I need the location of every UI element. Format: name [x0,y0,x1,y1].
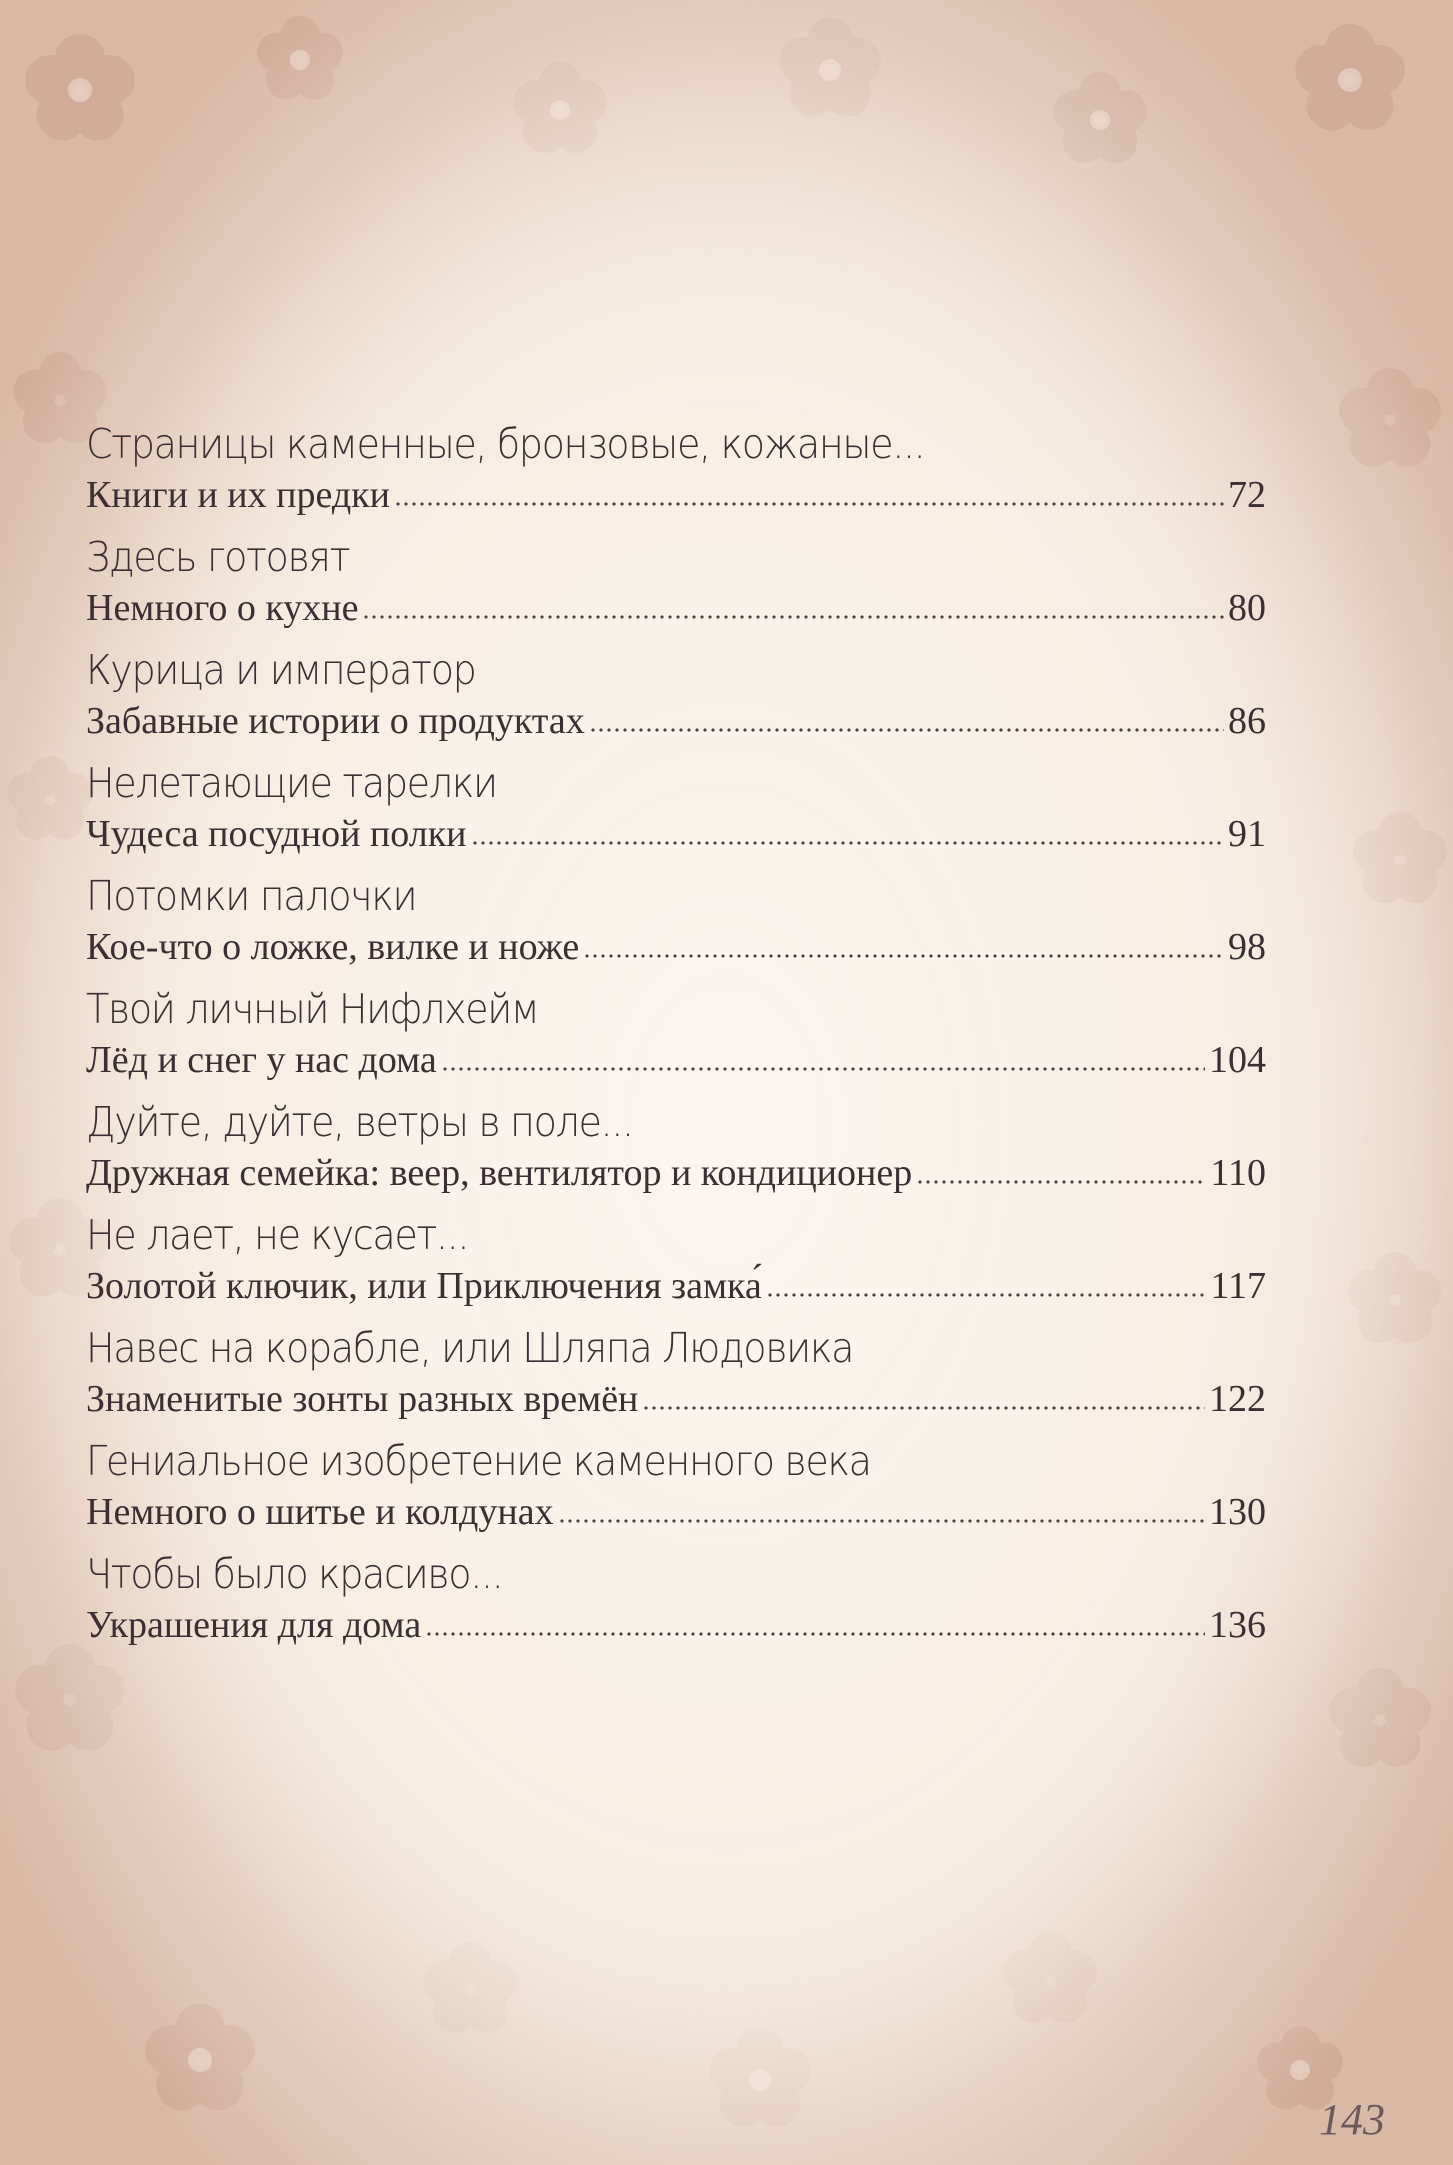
toc-line [86,1374,1266,1424]
toc-entry[interactable] [86,418,1266,531]
toc-subtitle: Забавные истории о продуктах [86,700,585,742]
toc-line [86,583,1266,633]
toc-heading: Твой личный Нифлхейм [86,985,539,1033]
toc-page-number: 130 [1209,1491,1266,1533]
dot-leader [425,1630,1205,1638]
toc-heading: Здесь готовят [86,533,350,581]
toc-subtitle: Золотой ключик, или Приключения замка́ [86,1265,762,1307]
toc-line [86,809,1266,859]
toc-subtitle: Немного о кухне [86,587,359,629]
dot-leader [441,1065,1205,1073]
toc-page-number: 91 [1228,813,1266,855]
toc-entry[interactable] [86,531,1266,644]
toc-subtitle: Кое-что о ложке, вилке и ноже [86,926,580,968]
toc-line [86,1487,1266,1537]
toc-subtitle: Лёд и снег у нас дома [86,1039,437,1081]
toc-line [86,1035,1266,1085]
toc-line [86,922,1266,972]
toc-entry[interactable] [86,1209,1266,1322]
dot-leader [642,1404,1205,1412]
toc-subtitle: Украшения для дома [86,1604,422,1646]
toc-subtitle: Немного о шитье и колдунах [86,1491,554,1533]
toc-line [86,1261,1266,1311]
dot-leader [558,1517,1205,1525]
toc-page-number: 117 [1210,1265,1266,1307]
toc-entry[interactable] [86,1322,1266,1435]
dot-leader [766,1291,1207,1299]
toc-heading: Потомки палочки [86,872,417,920]
dot-leader [916,1178,1206,1186]
toc-page-number: 110 [1210,1152,1266,1194]
toc-heading: Дуйте, дуйте, ветры в поле... [86,1098,633,1146]
toc-subtitle: Дружная семейка: веер, вентилятор и кондиционер [86,1152,913,1194]
table-of-contents [86,418,1266,1661]
toc-heading: Курица и император [86,646,476,694]
toc-line [86,696,1266,746]
toc-heading: Чтобы было красиво... [86,1550,503,1598]
toc-page-number: 72 [1228,474,1266,516]
toc-line [86,470,1266,520]
toc-heading: Нелетающие тарелки [86,759,497,807]
toc-page-number: 122 [1209,1378,1266,1420]
dot-leader [362,613,1224,621]
toc-entry[interactable] [86,757,1266,870]
dot-leader [471,839,1224,847]
toc-entry[interactable] [86,1096,1266,1209]
toc-heading: Навес на корабле, или Шляпа Людовика [86,1324,854,1372]
toc-entry[interactable] [86,983,1266,1096]
toc-page-number: 136 [1209,1604,1266,1646]
toc-entry[interactable] [86,644,1266,757]
toc-subtitle: Книги и их предки [86,474,390,516]
toc-page-number: 86 [1228,700,1266,742]
toc-entry[interactable] [86,870,1266,983]
toc-line [86,1600,1266,1650]
page-number: 143 [1319,2095,1385,2144]
toc-entry[interactable] [86,1435,1266,1548]
dot-leader [589,726,1224,734]
toc-entry[interactable] [86,1548,1266,1661]
toc-heading: Не лает, не кусает... [86,1211,469,1259]
toc-subtitle: Чудеса посудной полки [86,813,467,855]
toc-page-number: 98 [1228,926,1266,968]
dot-leader [583,952,1224,960]
toc-line [86,1148,1266,1198]
toc-page-number: 104 [1209,1039,1266,1081]
toc-subtitle: Знаменитые зонты разных времён [86,1378,639,1420]
dot-leader [394,500,1224,508]
toc-heading: Гениальное изобретение каменного века [86,1437,871,1485]
toc-page-number: 80 [1228,587,1266,629]
toc-heading: Страницы каменные, бронзовые, кожаные... [86,420,925,468]
